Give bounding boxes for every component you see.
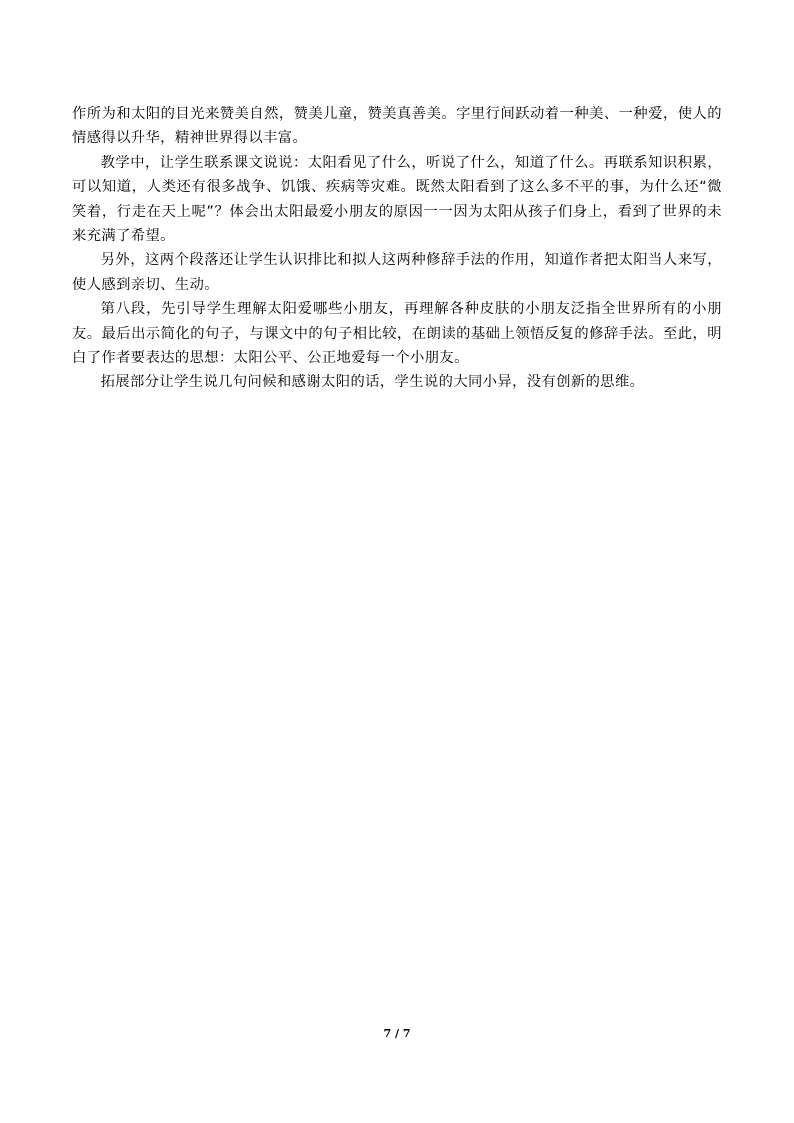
paragraph: 教学中，让学生联系课文说说：太阳看见了什么，听说了什么，知道了什么。再联系知识积累，可以知道，人类还有很多战争、饥饿、疾病等灾难。既然太阳看到了这么多不平的事，为什么还“微笑着，行走在天上呢”？体会出太阳最爱小朋友的原因一一因为太阳从孩子们身上，看到了世界的未来充满了希望。 (72, 154, 722, 245)
paragraph: 拓展部分让学生说几句问候和感谢太阳的话，学生说的大同小异，没有创新的思维。 (100, 374, 645, 391)
document-body (72, 102, 722, 395)
paragraph: 另外，这两个段落还让学生认识排比和拟人这两种修辞手法的作用，知道作者把太阳当人来写，使人感到亲切、生动。 (72, 252, 722, 293)
paragraph: 第八段，先引导学生理解太阳爱哪些小朋友，再理解各种皮肤的小朋友泛指全世界所有的小朋友。最后出示简化的句子，与课文中的句子相比较，在朗读的基础上领悟反复的修辞手法。至此，明白了作者要表达的思想：太阳公平、公正地爱每一个小朋友。 (72, 301, 722, 367)
paragraph: 作所为和太阳的目光来赞美自然，赞美儿童，赞美真善美。字里行间跃动着一种美、一种爱，使人的情感得以升华，精神世界得以丰富。 (72, 106, 722, 147)
page-number: 7 / 7 (383, 1027, 411, 1040)
